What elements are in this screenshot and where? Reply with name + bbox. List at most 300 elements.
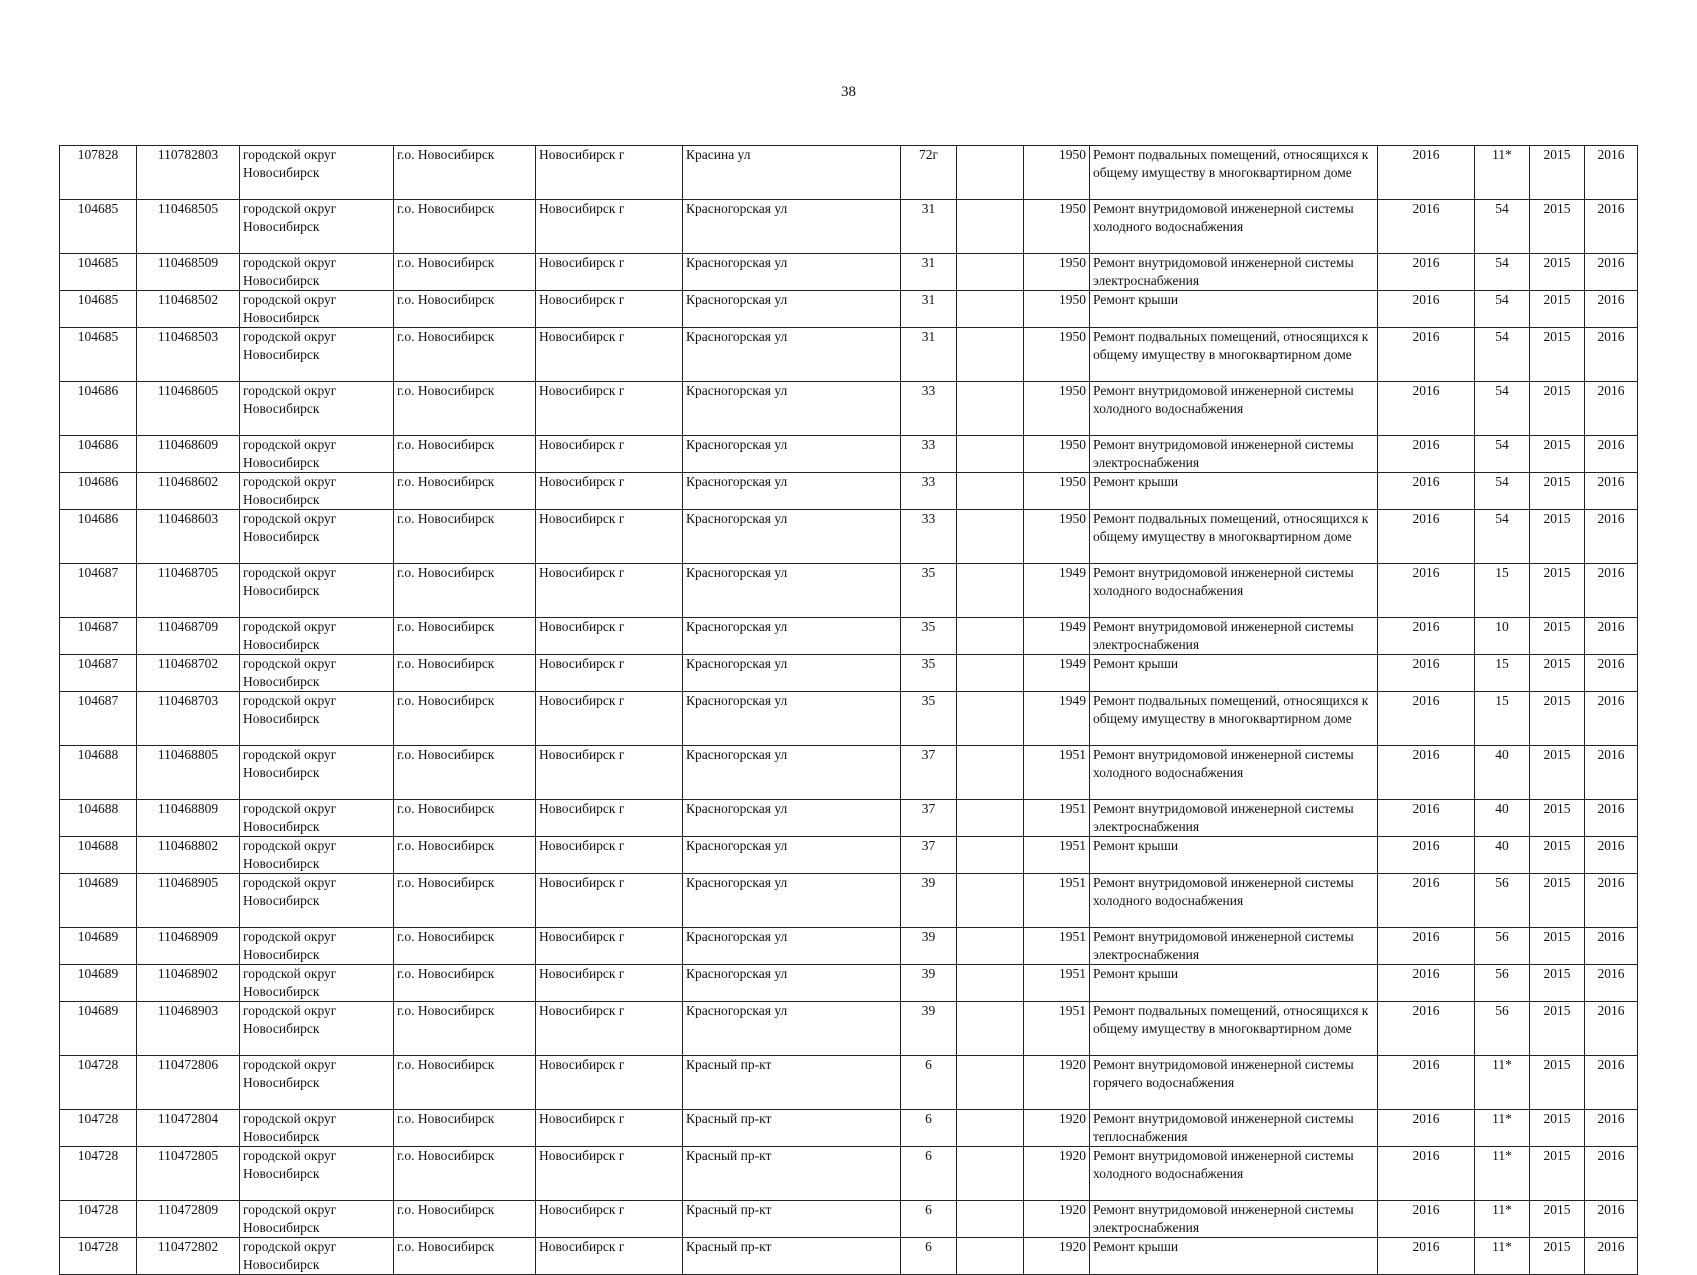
- district-cell: городской округ Новосибирск: [240, 692, 394, 746]
- table-row: [60, 837, 1638, 874]
- house-id-cell: 104686: [60, 382, 137, 436]
- year-built-cell: 1950: [1024, 382, 1090, 436]
- street-cell: Красногорская ул: [683, 436, 901, 473]
- settlement-cell: Новосибирск г: [536, 746, 683, 800]
- street-cell: Красногорская ул: [683, 746, 901, 800]
- work-type-cell: Ремонт внутридомовой инженерной системы холодного водоснабжения: [1090, 200, 1378, 254]
- house-number-cell: 37: [901, 746, 957, 800]
- settlement-cell: Новосибирск г: [536, 382, 683, 436]
- start-year-cell: 2015: [1530, 1238, 1585, 1275]
- street-cell: Красный пр-кт: [683, 1056, 901, 1110]
- end-year-cell: 2016: [1585, 1238, 1638, 1275]
- work-type-cell: Ремонт крыши: [1090, 965, 1378, 1002]
- municipality-cell: г.о. Новосибирск: [394, 965, 536, 1002]
- deadline-cell: 54: [1475, 254, 1530, 291]
- work-type-cell: Ремонт подвальных помещений, относящихся к общему имуществу в многоквартирном доме: [1090, 692, 1378, 746]
- work-code-cell: 110782803: [137, 146, 240, 200]
- district-cell: городской округ Новосибирск: [240, 291, 394, 328]
- end-year-cell: 2016: [1585, 618, 1638, 655]
- house-number-cell: 37: [901, 837, 957, 874]
- municipality-cell: г.о. Новосибирск: [394, 746, 536, 800]
- district-cell: городской округ Новосибирск: [240, 655, 394, 692]
- municipality-cell: г.о. Новосибирск: [394, 146, 536, 200]
- start-year-cell: 2015: [1530, 146, 1585, 200]
- street-cell: Красногорская ул: [683, 254, 901, 291]
- house-number-cell: 39: [901, 965, 957, 1002]
- house-number-cell: 6: [901, 1238, 957, 1275]
- deadline-cell: 11*: [1475, 1238, 1530, 1275]
- work-code-cell: 110468702: [137, 655, 240, 692]
- start-year-cell: 2015: [1530, 800, 1585, 837]
- deadline-cell: 54: [1475, 510, 1530, 564]
- house-id-cell: 104686: [60, 510, 137, 564]
- year-built-cell: 1950: [1024, 291, 1090, 328]
- deadline-cell: 40: [1475, 800, 1530, 837]
- district-cell: городской округ Новосибирск: [240, 928, 394, 965]
- plan-year-cell: 2016: [1378, 928, 1475, 965]
- plan-year-cell: 2016: [1378, 1201, 1475, 1238]
- table-row: [60, 1147, 1638, 1201]
- deadline-cell: 56: [1475, 965, 1530, 1002]
- end-year-cell: 2016: [1585, 692, 1638, 746]
- deadline-cell: 56: [1475, 928, 1530, 965]
- house-id-cell: 104688: [60, 837, 137, 874]
- street-cell: Красногорская ул: [683, 800, 901, 837]
- year-built-cell: 1950: [1024, 328, 1090, 382]
- start-year-cell: 2015: [1530, 436, 1585, 473]
- table-row: [60, 746, 1638, 800]
- start-year-cell: 2015: [1530, 1056, 1585, 1110]
- street-cell: Красногорская ул: [683, 928, 901, 965]
- work-type-cell: Ремонт крыши: [1090, 655, 1378, 692]
- year-built-cell: 1949: [1024, 564, 1090, 618]
- house-id-cell: 104689: [60, 965, 137, 1002]
- work-type-cell: Ремонт внутридомовой инженерной системы холодного водоснабжения: [1090, 874, 1378, 928]
- settlement-cell: Новосибирск г: [536, 328, 683, 382]
- settlement-cell: Новосибирск г: [536, 254, 683, 291]
- work-code-cell: 110468805: [137, 746, 240, 800]
- municipality-cell: г.о. Новосибирск: [394, 618, 536, 655]
- street-cell: Красногорская ул: [683, 837, 901, 874]
- settlement-cell: Новосибирск г: [536, 800, 683, 837]
- district-cell: городской округ Новосибирск: [240, 618, 394, 655]
- end-year-cell: 2016: [1585, 382, 1638, 436]
- work-code-cell: 110472806: [137, 1056, 240, 1110]
- start-year-cell: 2015: [1530, 874, 1585, 928]
- house-number-cell: 33: [901, 382, 957, 436]
- page-number: 38: [841, 84, 856, 100]
- settlement-cell: Новосибирск г: [536, 200, 683, 254]
- table-row: [60, 1201, 1638, 1238]
- plan-year-cell: 2016: [1378, 874, 1475, 928]
- table-row: [60, 874, 1638, 928]
- year-built-cell: 1950: [1024, 200, 1090, 254]
- house-number-cell: 31: [901, 291, 957, 328]
- house-number-cell: 35: [901, 692, 957, 746]
- end-year-cell: 2016: [1585, 928, 1638, 965]
- plan-year-cell: 2016: [1378, 1238, 1475, 1275]
- building-cell: [957, 800, 1024, 837]
- end-year-cell: 2016: [1585, 1056, 1638, 1110]
- plan-year-cell: 2016: [1378, 146, 1475, 200]
- end-year-cell: 2016: [1585, 800, 1638, 837]
- building-cell: [957, 692, 1024, 746]
- plan-year-cell: 2016: [1378, 254, 1475, 291]
- district-cell: городской округ Новосибирск: [240, 200, 394, 254]
- municipality-cell: г.о. Новосибирск: [394, 928, 536, 965]
- municipality-cell: г.о. Новосибирск: [394, 874, 536, 928]
- house-id-cell: 104687: [60, 564, 137, 618]
- house-id-cell: 104689: [60, 928, 137, 965]
- house-id-cell: 104688: [60, 800, 137, 837]
- work-code-cell: 110472804: [137, 1110, 240, 1147]
- table-row: [60, 618, 1638, 655]
- house-id-cell: 104728: [60, 1238, 137, 1275]
- settlement-cell: Новосибирск г: [536, 1056, 683, 1110]
- work-code-cell: 110468605: [137, 382, 240, 436]
- register-body: [60, 146, 1638, 1275]
- district-cell: городской округ Новосибирск: [240, 1002, 394, 1056]
- settlement-cell: Новосибирск г: [536, 874, 683, 928]
- plan-year-cell: 2016: [1378, 1056, 1475, 1110]
- work-type-cell: Ремонт внутридомовой инженерной системы электроснабжения: [1090, 928, 1378, 965]
- table-row: [60, 291, 1638, 328]
- plan-year-cell: 2016: [1378, 655, 1475, 692]
- work-code-cell: 110472809: [137, 1201, 240, 1238]
- work-code-cell: 110468602: [137, 473, 240, 510]
- house-number-cell: 6: [901, 1147, 957, 1201]
- settlement-cell: Новосибирск г: [536, 618, 683, 655]
- end-year-cell: 2016: [1585, 837, 1638, 874]
- end-year-cell: 2016: [1585, 1201, 1638, 1238]
- table-row: [60, 1002, 1638, 1056]
- district-cell: городской округ Новосибирск: [240, 382, 394, 436]
- table-row: [60, 254, 1638, 291]
- municipality-cell: г.о. Новосибирск: [394, 1201, 536, 1238]
- house-number-cell: 35: [901, 564, 957, 618]
- municipality-cell: г.о. Новосибирск: [394, 655, 536, 692]
- settlement-cell: Новосибирск г: [536, 1238, 683, 1275]
- deadline-cell: 11*: [1475, 146, 1530, 200]
- table-row: [60, 328, 1638, 382]
- deadline-cell: 40: [1475, 837, 1530, 874]
- work-code-cell: 110468709: [137, 618, 240, 655]
- year-built-cell: 1950: [1024, 146, 1090, 200]
- work-code-cell: 110468609: [137, 436, 240, 473]
- deadline-cell: 54: [1475, 291, 1530, 328]
- plan-year-cell: 2016: [1378, 1147, 1475, 1201]
- house-number-cell: 6: [901, 1201, 957, 1238]
- street-cell: Красногорская ул: [683, 510, 901, 564]
- municipality-cell: г.о. Новосибирск: [394, 1238, 536, 1275]
- start-year-cell: 2015: [1530, 692, 1585, 746]
- municipality-cell: г.о. Новосибирск: [394, 1110, 536, 1147]
- house-id-cell: 104686: [60, 436, 137, 473]
- municipality-cell: г.о. Новосибирск: [394, 1147, 536, 1201]
- street-cell: Красный пр-кт: [683, 1238, 901, 1275]
- settlement-cell: Новосибирск г: [536, 1201, 683, 1238]
- year-built-cell: 1951: [1024, 965, 1090, 1002]
- municipality-cell: г.о. Новосибирск: [394, 473, 536, 510]
- end-year-cell: 2016: [1585, 254, 1638, 291]
- district-cell: городской округ Новосибирск: [240, 746, 394, 800]
- plan-year-cell: 2016: [1378, 510, 1475, 564]
- table-row: [60, 510, 1638, 564]
- house-id-cell: 104728: [60, 1201, 137, 1238]
- year-built-cell: 1949: [1024, 655, 1090, 692]
- work-type-cell: Ремонт внутридомовой инженерной системы теплоснабжения: [1090, 1110, 1378, 1147]
- table-row: [60, 382, 1638, 436]
- building-cell: [957, 655, 1024, 692]
- year-built-cell: 1920: [1024, 1110, 1090, 1147]
- table-row: [60, 436, 1638, 473]
- building-cell: [957, 618, 1024, 655]
- municipality-cell: г.о. Новосибирск: [394, 382, 536, 436]
- plan-year-cell: 2016: [1378, 436, 1475, 473]
- work-type-cell: Ремонт внутридомовой инженерной системы холодного водоснабжения: [1090, 746, 1378, 800]
- building-cell: [957, 874, 1024, 928]
- work-code-cell: 110472802: [137, 1238, 240, 1275]
- end-year-cell: 2016: [1585, 965, 1638, 1002]
- plan-year-cell: 2016: [1378, 837, 1475, 874]
- year-built-cell: 1951: [1024, 837, 1090, 874]
- work-type-cell: Ремонт внутридомовой инженерной системы электроснабжения: [1090, 800, 1378, 837]
- end-year-cell: 2016: [1585, 291, 1638, 328]
- year-built-cell: 1950: [1024, 510, 1090, 564]
- district-cell: городской округ Новосибирск: [240, 800, 394, 837]
- street-cell: Красногорская ул: [683, 473, 901, 510]
- settlement-cell: Новосибирск г: [536, 1110, 683, 1147]
- house-number-cell: 31: [901, 328, 957, 382]
- street-cell: Красногорская ул: [683, 382, 901, 436]
- street-cell: Красногорская ул: [683, 965, 901, 1002]
- house-id-cell: 104687: [60, 618, 137, 655]
- house-number-cell: 35: [901, 655, 957, 692]
- table-row: [60, 928, 1638, 965]
- end-year-cell: 2016: [1585, 655, 1638, 692]
- end-year-cell: 2016: [1585, 1002, 1638, 1056]
- house-number-cell: 33: [901, 436, 957, 473]
- house-id-cell: 104689: [60, 874, 137, 928]
- building-cell: [957, 146, 1024, 200]
- municipality-cell: г.о. Новосибирск: [394, 200, 536, 254]
- work-code-cell: 110468603: [137, 510, 240, 564]
- work-type-cell: Ремонт подвальных помещений, относящихся к общему имуществу в многоквартирном доме: [1090, 146, 1378, 200]
- start-year-cell: 2015: [1530, 618, 1585, 655]
- building-cell: [957, 1056, 1024, 1110]
- table-row: [60, 692, 1638, 746]
- street-cell: Красный пр-кт: [683, 1147, 901, 1201]
- municipality-cell: г.о. Новосибирск: [394, 1056, 536, 1110]
- end-year-cell: 2016: [1585, 473, 1638, 510]
- table-row: [60, 800, 1638, 837]
- settlement-cell: Новосибирск г: [536, 436, 683, 473]
- house-id-cell: 104685: [60, 291, 137, 328]
- table-row: [60, 655, 1638, 692]
- district-cell: городской округ Новосибирск: [240, 837, 394, 874]
- street-cell: Красный пр-кт: [683, 1201, 901, 1238]
- building-cell: [957, 1002, 1024, 1056]
- street-cell: Красногорская ул: [683, 655, 901, 692]
- house-id-cell: 104687: [60, 692, 137, 746]
- end-year-cell: 2016: [1585, 746, 1638, 800]
- street-cell: Красногорская ул: [683, 874, 901, 928]
- plan-year-cell: 2016: [1378, 1002, 1475, 1056]
- building-cell: [957, 1110, 1024, 1147]
- district-cell: городской округ Новосибирск: [240, 473, 394, 510]
- year-built-cell: 1951: [1024, 746, 1090, 800]
- house-id-cell: 104689: [60, 1002, 137, 1056]
- work-code-cell: 110468703: [137, 692, 240, 746]
- start-year-cell: 2015: [1530, 746, 1585, 800]
- street-cell: Красногорская ул: [683, 328, 901, 382]
- municipality-cell: г.о. Новосибирск: [394, 564, 536, 618]
- house-id-cell: 104687: [60, 655, 137, 692]
- start-year-cell: 2015: [1530, 1201, 1585, 1238]
- settlement-cell: Новосибирск г: [536, 146, 683, 200]
- work-code-cell: 110468503: [137, 328, 240, 382]
- year-built-cell: 1951: [1024, 1002, 1090, 1056]
- district-cell: городской округ Новосибирск: [240, 1238, 394, 1275]
- house-number-cell: 39: [901, 874, 957, 928]
- building-cell: [957, 837, 1024, 874]
- start-year-cell: 2015: [1530, 1110, 1585, 1147]
- work-code-cell: 110468505: [137, 200, 240, 254]
- building-cell: [957, 965, 1024, 1002]
- building-cell: [957, 746, 1024, 800]
- street-cell: Красногорская ул: [683, 1002, 901, 1056]
- end-year-cell: 2016: [1585, 1110, 1638, 1147]
- table-row: [60, 1056, 1638, 1110]
- work-code-cell: 110468502: [137, 291, 240, 328]
- street-cell: Красногорская ул: [683, 564, 901, 618]
- municipality-cell: г.о. Новосибирск: [394, 328, 536, 382]
- work-code-cell: 110468902: [137, 965, 240, 1002]
- start-year-cell: 2015: [1530, 564, 1585, 618]
- work-code-cell: 110468909: [137, 928, 240, 965]
- plan-year-cell: 2016: [1378, 382, 1475, 436]
- table-row: [60, 146, 1638, 200]
- work-type-cell: Ремонт внутридомовой инженерной системы электроснабжения: [1090, 436, 1378, 473]
- work-type-cell: Ремонт внутридомовой инженерной системы электроснабжения: [1090, 1201, 1378, 1238]
- building-cell: [957, 1147, 1024, 1201]
- work-code-cell: 110472805: [137, 1147, 240, 1201]
- year-built-cell: 1950: [1024, 473, 1090, 510]
- table-row: [60, 564, 1638, 618]
- district-cell: городской округ Новосибирск: [240, 1056, 394, 1110]
- start-year-cell: 2015: [1530, 254, 1585, 291]
- district-cell: городской округ Новосибирск: [240, 254, 394, 291]
- start-year-cell: 2015: [1530, 655, 1585, 692]
- deadline-cell: 54: [1475, 382, 1530, 436]
- work-type-cell: Ремонт подвальных помещений, относящихся к общему имуществу в многоквартирном доме: [1090, 328, 1378, 382]
- municipality-cell: г.о. Новосибирск: [394, 510, 536, 564]
- work-type-cell: Ремонт крыши: [1090, 473, 1378, 510]
- district-cell: городской округ Новосибирск: [240, 1110, 394, 1147]
- plan-year-cell: 2016: [1378, 692, 1475, 746]
- district-cell: городской округ Новосибирск: [240, 328, 394, 382]
- deadline-cell: 11*: [1475, 1201, 1530, 1238]
- year-built-cell: 1920: [1024, 1238, 1090, 1275]
- deadline-cell: 10: [1475, 618, 1530, 655]
- work-type-cell: Ремонт крыши: [1090, 1238, 1378, 1275]
- plan-year-cell: 2016: [1378, 200, 1475, 254]
- building-cell: [957, 510, 1024, 564]
- building-cell: [957, 328, 1024, 382]
- table-row: [60, 1110, 1638, 1147]
- district-cell: городской округ Новосибирск: [240, 1201, 394, 1238]
- street-cell: Красина ул: [683, 146, 901, 200]
- plan-year-cell: 2016: [1378, 291, 1475, 328]
- district-cell: городской округ Новосибирск: [240, 874, 394, 928]
- work-code-cell: 110468905: [137, 874, 240, 928]
- settlement-cell: Новосибирск г: [536, 473, 683, 510]
- house-id-cell: 104728: [60, 1056, 137, 1110]
- deadline-cell: 11*: [1475, 1147, 1530, 1201]
- house-id-cell: 104685: [60, 200, 137, 254]
- house-id-cell: 104728: [60, 1110, 137, 1147]
- table-row: [60, 473, 1638, 510]
- settlement-cell: Новосибирск г: [536, 837, 683, 874]
- start-year-cell: 2015: [1530, 965, 1585, 1002]
- year-built-cell: 1951: [1024, 874, 1090, 928]
- house-id-cell: 104688: [60, 746, 137, 800]
- settlement-cell: Новосибирск г: [536, 510, 683, 564]
- deadline-cell: 54: [1475, 436, 1530, 473]
- house-id-cell: 104685: [60, 328, 137, 382]
- house-number-cell: 72г: [901, 146, 957, 200]
- district-cell: городской округ Новосибирск: [240, 510, 394, 564]
- work-code-cell: 110468802: [137, 837, 240, 874]
- end-year-cell: 2016: [1585, 200, 1638, 254]
- work-type-cell: Ремонт внутридомовой инженерной системы электроснабжения: [1090, 254, 1378, 291]
- work-code-cell: 110468903: [137, 1002, 240, 1056]
- year-built-cell: 1920: [1024, 1056, 1090, 1110]
- work-type-cell: Ремонт внутридомовой инженерной системы холодного водоснабжения: [1090, 564, 1378, 618]
- start-year-cell: 2015: [1530, 1147, 1585, 1201]
- work-code-cell: 110468809: [137, 800, 240, 837]
- street-cell: Красногорская ул: [683, 200, 901, 254]
- year-built-cell: 1949: [1024, 618, 1090, 655]
- start-year-cell: 2015: [1530, 837, 1585, 874]
- plan-year-cell: 2016: [1378, 473, 1475, 510]
- district-cell: городской округ Новосибирск: [240, 564, 394, 618]
- work-type-cell: Ремонт крыши: [1090, 837, 1378, 874]
- house-number-cell: 6: [901, 1056, 957, 1110]
- building-cell: [957, 473, 1024, 510]
- work-type-cell: Ремонт внутридомовой инженерной системы горячего водоснабжения: [1090, 1056, 1378, 1110]
- work-code-cell: 110468509: [137, 254, 240, 291]
- street-cell: Красный пр-кт: [683, 1110, 901, 1147]
- table-row: [60, 1238, 1638, 1275]
- municipality-cell: г.о. Новосибирск: [394, 692, 536, 746]
- house-number-cell: 33: [901, 510, 957, 564]
- district-cell: городской округ Новосибирск: [240, 146, 394, 200]
- deadline-cell: 56: [1475, 874, 1530, 928]
- start-year-cell: 2015: [1530, 291, 1585, 328]
- building-cell: [957, 254, 1024, 291]
- municipality-cell: г.о. Новосибирск: [394, 254, 536, 291]
- table-row: [60, 200, 1638, 254]
- plan-year-cell: 2016: [1378, 328, 1475, 382]
- repair-register-table: [59, 145, 1638, 1275]
- building-cell: [957, 291, 1024, 328]
- plan-year-cell: 2016: [1378, 746, 1475, 800]
- house-number-cell: 33: [901, 473, 957, 510]
- deadline-cell: 11*: [1475, 1110, 1530, 1147]
- house-id-cell: 104686: [60, 473, 137, 510]
- house-number-cell: 37: [901, 800, 957, 837]
